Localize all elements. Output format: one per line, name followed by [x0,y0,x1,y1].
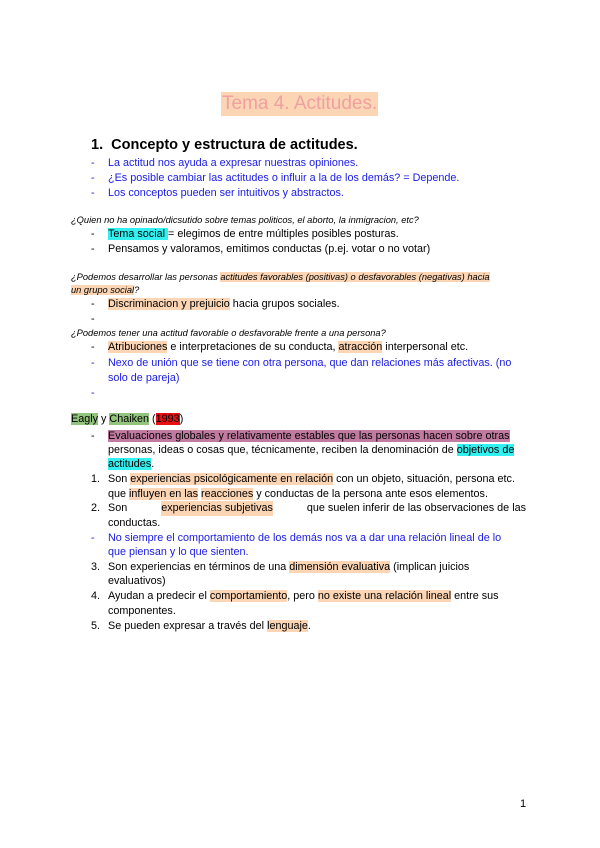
author-chaiken: Chaiken [109,413,150,425]
section-number: 1. [91,137,104,153]
list-item-empty: - [91,387,95,399]
citation-year: 1993 [155,413,180,425]
definition-line-3: actitudes. [108,458,155,470]
item-number: 5. [91,620,101,632]
note-line-1: No siempre el comportamiento de los demás nos va a dar una relación lineal de lo [108,532,502,544]
item-number: 4. [91,590,101,602]
question-3: ¿Podemos tener una actitud favorable o desfavorable frente a una persona? [71,328,386,338]
item-1-line-1: Son experiencias psicológicamente en relación con un objeto, situación, persona etc. [108,473,515,485]
question-2: ¿Podemos desarrollar las personas actitudes favorables (positivas) o desfavorables (negativas) hacia [71,272,490,282]
question-2-cont: un grupo social? [71,285,140,295]
author-eagly: Eagly [71,413,99,425]
note-line-2: que piensan y lo que sienten. [108,546,249,558]
item-number: 3. [91,561,101,573]
item-2-line-2: conductas. [108,517,161,529]
item-number: 1. [91,473,101,485]
highlight-tema-social: Tema social [108,228,169,240]
note-dash: - [91,532,95,544]
definition-bullet: - [91,430,95,442]
list-item-empty: - [91,313,95,325]
item-4-line-1: Ayudan a predecir el comportamiento, pero no existe una relación lineal entre sus [108,590,499,602]
item-3-line-2: evaluativos) [108,575,166,587]
definition-line-2: personas, ideas o cosas que, técnicamente, reciben la denominación de objetivos de [108,444,515,456]
item-2-line-1: Son experiencias subjetivas que suelen inferir de las observaciones de las [108,502,526,514]
section-heading-text: Concepto y estructura de actitudes. [111,137,358,153]
list-item-cont: solo de pareja) [108,372,180,384]
page-title: Tema 4. Actitudes. [222,93,378,114]
question-1: ¿Quien no ha opinado/dicsutido sobre temas politicos, el aborto, la inmigracion, etc? [71,215,419,225]
citation: Eagly y Chaiken (1993) [71,413,184,425]
section-heading [91,137,358,153]
item-5-line-1: Se pueden expresar a través del lenguaje. [108,620,311,632]
definition-line-1: Evaluaciones globales y relativamente estables que las personas hacen sobre otras [108,430,510,442]
item-3-line-1: Son experiencias en términos de una dimensión evaluativa (implican juicios [108,561,470,573]
page-number: 1 [520,798,527,810]
item-4-line-2: componentes. [108,605,176,617]
item-1-line-2: que influyen en las reacciones y conductas de la persona ante esos elementos. [108,488,488,500]
item-number: 2. [91,502,101,514]
